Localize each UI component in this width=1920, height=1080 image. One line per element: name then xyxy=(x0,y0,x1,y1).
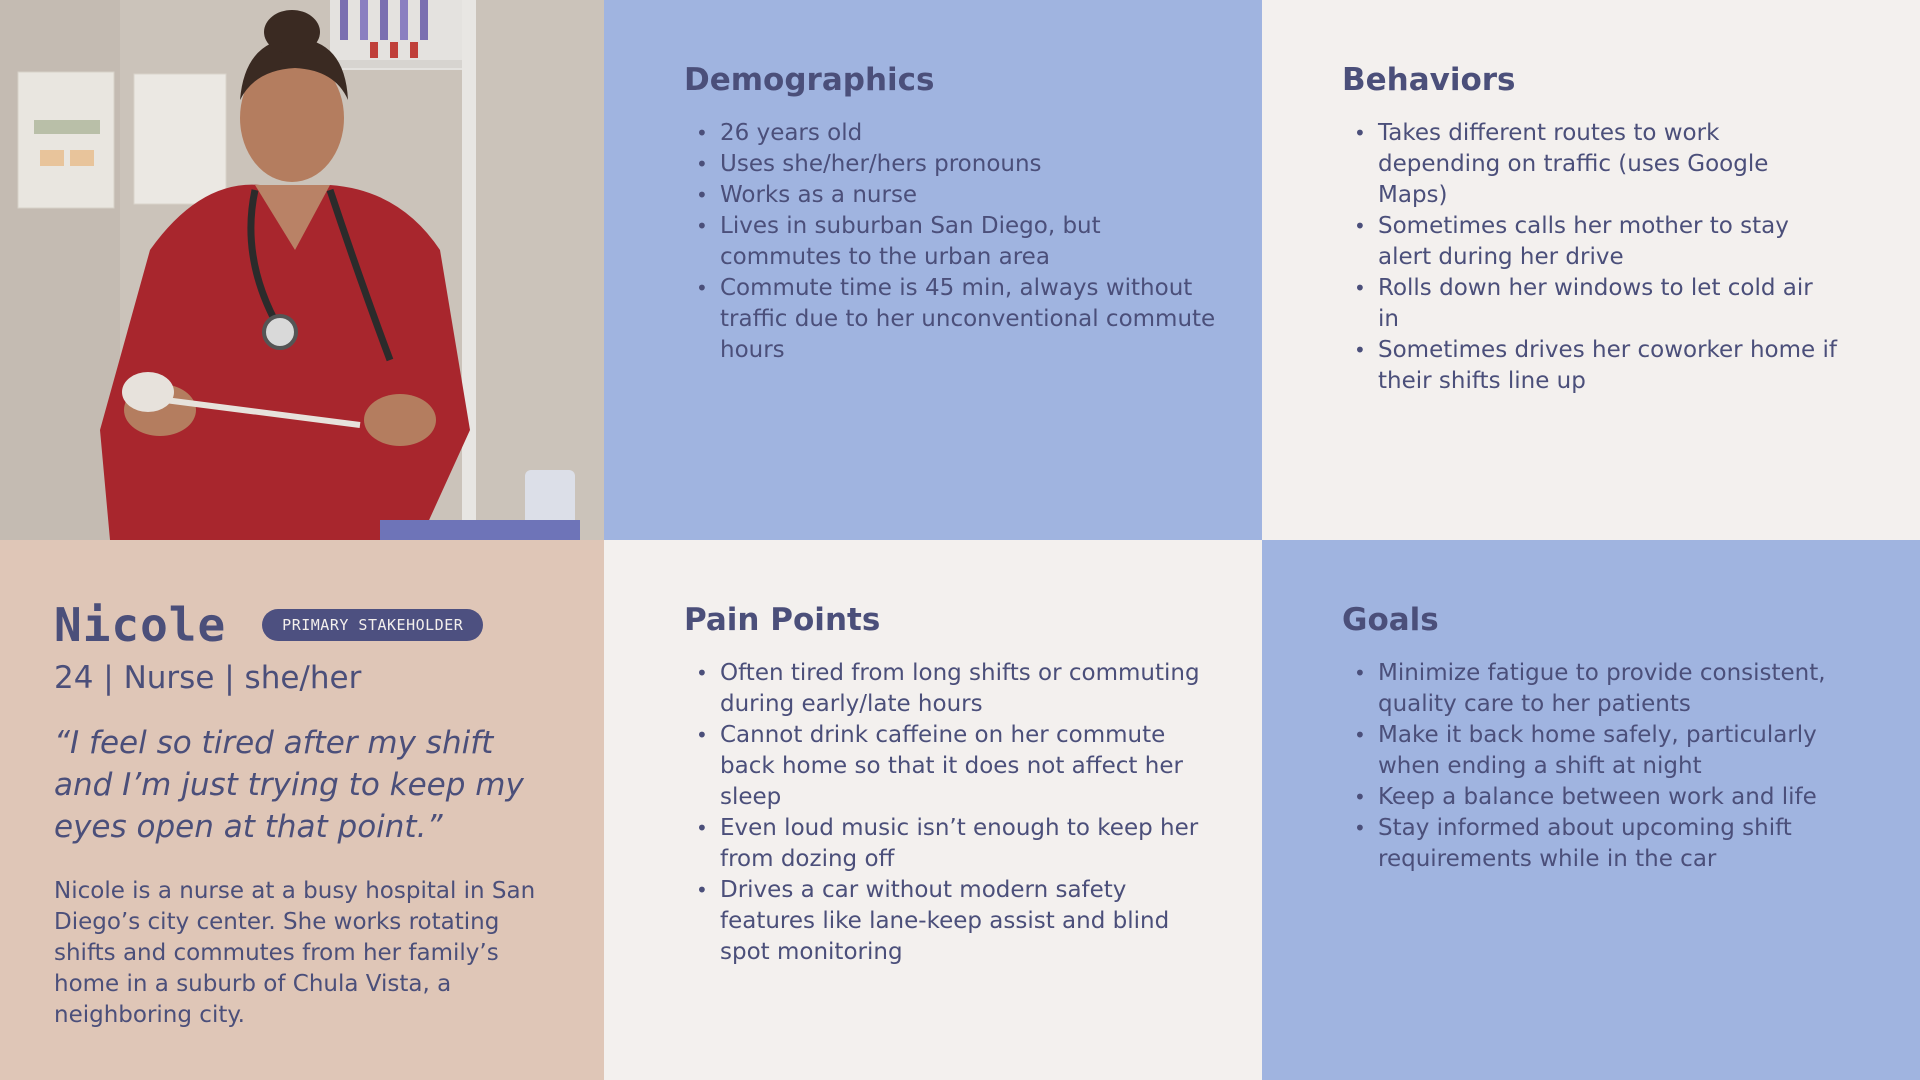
list-item: • Uses she/her/hers pronouns xyxy=(720,149,1220,180)
name-row xyxy=(54,598,550,652)
goals-panel xyxy=(1262,540,1920,1080)
list-item: • Works as a nurse xyxy=(720,180,1220,211)
behaviors-list xyxy=(1342,118,1838,397)
list-item: • Make it back home safely, particularly when ending a shift at night xyxy=(1378,720,1838,782)
demographics-panel xyxy=(604,0,1262,540)
pain-points-panel xyxy=(604,540,1262,1080)
list-item: • Takes different routes to work depending on traffic (uses Google Maps) xyxy=(1378,118,1838,211)
list-item: • Cannot drink caffeine on her commute back home so that it does not affect her sleep xyxy=(720,720,1220,813)
persona-profile xyxy=(0,540,604,1080)
persona-subline: 24 | Nurse | she/her xyxy=(54,660,362,696)
persona-photo xyxy=(0,0,604,540)
list-item: • 26 years old xyxy=(720,118,1220,149)
list-item: • Stay informed about upcoming shift requirements while in the car xyxy=(1378,813,1838,875)
list-item: • Even loud music isn’t enough to keep her from dozing off xyxy=(720,813,1220,875)
list-item: • Rolls down her windows to let cold air in xyxy=(1378,273,1838,335)
list-item: • Keep a balance between work and life xyxy=(1378,782,1838,813)
demographics-title: Demographics xyxy=(684,62,935,98)
goals-title: Goals xyxy=(1342,602,1439,638)
list-item: • Minimize fatigue to provide consistent, quality care to her patients xyxy=(1378,658,1838,720)
demographics-list xyxy=(684,118,1220,366)
stakeholder-badge: PRIMARY STAKEHOLDER xyxy=(262,609,483,641)
list-item: • Lives in suburban San Diego, but commutes to the urban area xyxy=(720,211,1220,273)
persona-quote: “I feel so tired after my shift and I’m just trying to keep my eyes open at that point.” xyxy=(54,725,524,845)
persona-bio: Nicole is a nurse at a busy hospital in San Diego’s city center. She works rotating shifts and commutes from her family’s home in a suburb of Chula Vista, a neighboring city. xyxy=(54,878,536,1028)
behaviors-panel xyxy=(1262,0,1920,540)
persona-name: Nicole xyxy=(54,598,227,652)
pain-points-title: Pain Points xyxy=(684,602,881,638)
pain-points-list xyxy=(684,658,1220,968)
goals-list xyxy=(1342,658,1838,875)
list-item: • Sometimes drives her coworker home if their shifts line up xyxy=(1378,335,1838,397)
behaviors-title: Behaviors xyxy=(1342,62,1516,98)
list-item: • Commute time is 45 min, always without traffic due to her unconventional commute hours xyxy=(720,273,1220,366)
list-item: • Drives a car without modern safety features like lane-keep assist and blind spot monitoring xyxy=(720,875,1220,968)
list-item: • Sometimes calls her mother to stay alert during her drive xyxy=(1378,211,1838,273)
list-item: • Often tired from long shifts or commuting during early/late hours xyxy=(720,658,1220,720)
